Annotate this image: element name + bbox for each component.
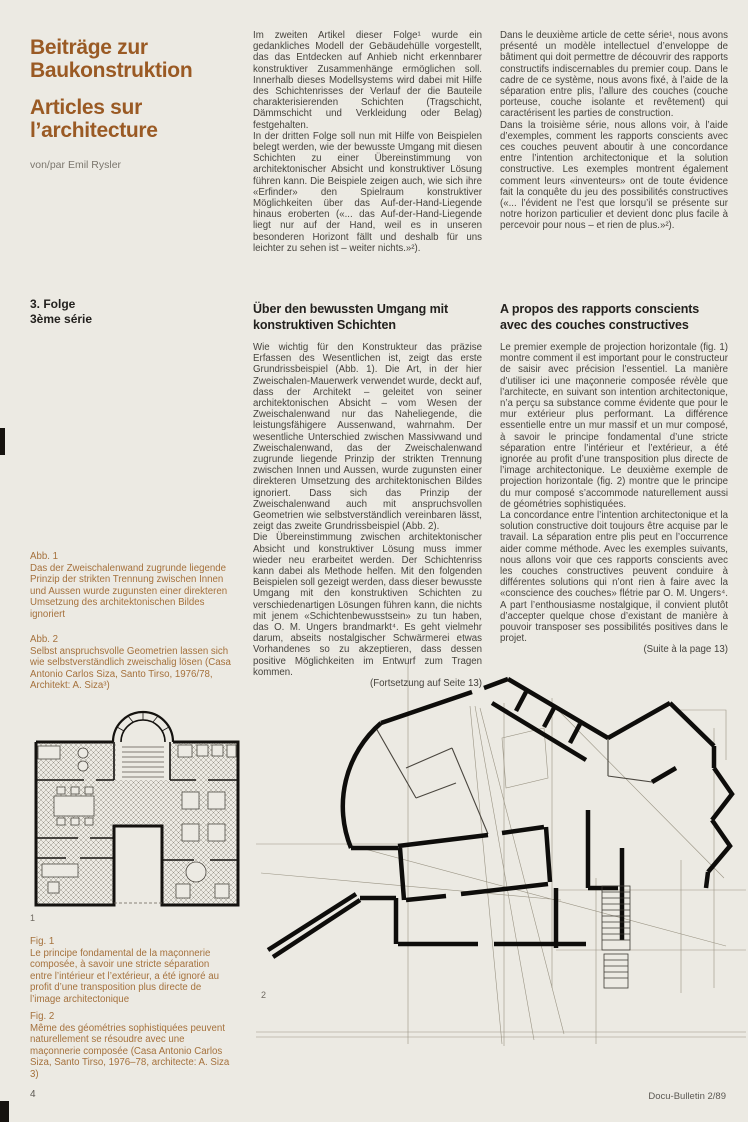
floor-plan-2 [256,648,746,1048]
figure-1-number: 1 [30,913,36,923]
german-column [253,30,482,690]
french-section-heading: A propos des rapports conscients avec des couches constructives [500,302,700,332]
french-continuation-note: (Suite à la page 13) [643,644,728,656]
caption-abb2-label: Abb. 2 [30,634,59,645]
masthead-title-french: Articles sur l’architecture [30,96,158,142]
series-label [30,297,92,326]
german-section [253,302,482,689]
caption-abb1-text: Das der Zweischalenwand zugrunde liegende Prinzip der strikten Trennung zwischen Innen und Aussen wurde zugunsten einer direkteren Umsetzung des architektonischen Bildes ignoriert [30,562,228,620]
german-intro-paragraph-1: Im zweiten Artikel dieser Folge¹ wurde ein gedankliches Modell der Gebäudehülle vorgestellt, das das Entdecken auf Anhieb nicht erkennbarer konstruktiver Zusammenhänge ermöglichen soll. Innerhalb dieses Modellsystems wird dabei mit Hilfe des Schichtenrisses der Verlauf der die Bauteile charakterisierenden Schichten (Tragschicht, Dämmschicht und Verkleidung oder Belag) festgehalten. [253,30,482,131]
french-body-paragraph-1: Le premier exemple de projection horizontale (fig. 1) montre comment il est important pour le constructeur de saisir avec précision l’essentiel. La manière d’utiliser ici une maçonnerie composée révèle que l’architecte, en suivant son intention architectonique, n’a perçu sa substance comme évidente que pour le mur extérieur plus performant. La différence essentielle entre un mur massif et un mur composé, à savoir le principe fondamental d’une stricte séparation entre l’intérieur et l’extérieur, a été ignorée au profit d’une transposition plus directe de l’image architectonique. Le deuxième exemple de projection horizontale (fig. 2) montre que le principe du mur composé s’accommode naturellement aussi de géométries sophistiquées. [500,342,728,510]
floor-plan-1-drawing [26,700,248,912]
print-mark-left [0,428,5,455]
caption-fig2-label: Fig. 2 [30,1011,55,1022]
series-french: 3ème série [30,311,93,326]
byline: von/par Emil Rysler [30,159,122,171]
masthead-title-german: Beiträge zur Baukonstruktion [30,36,193,82]
caption-abb1 [30,551,233,621]
caption-fig1-text: Le principe fondamental de la maçonnerie composée, à savoir une stricte séparation entre l’intérieur et l’extérieur, a été ignoré au profit d’une transposition plus directe de l’image architectonique [30,947,220,1005]
german-continuation-note: (Fortsetzung auf Seite 13) [369,678,482,690]
french-intro [500,30,728,232]
german-body-paragraph-2: Die Übereinstimmung zwischen architektonischer Absicht und konstruktiver Lösung muss immer wieder neu erarbeitet werden. Der Schichtenriss kann dabei als Methode helfen. Mit den folgenden Beispielen soll gezeigt werden, dass dieser bewusste Umgang mit den konstruktiven Schichten zu verschiedenartigen Lösungen führen kann, die nichts mit jenem «Schichtenbewusstsein» zu tun haben, das O. M. Ungers brandmarkt⁴. Es geht vielmehr darum, abseits nostalgischer Schwärmerei etwas Vorhandenes so zu akzeptieren, dass dessen positive Möglichkeiten im Entwurf zum Tragen kommen. [253,532,482,678]
caption-abb2-text: Selbst anspruchsvolle Geometrien lassen sich wie selbstverständlich zweischalig lösen (Casa Antonio Carlos Siza, Santo Tirso, 1976/78, Architekt: A. Siza³) [30,645,231,692]
caption-fig2-text: Même des géométries sophistiquées peuvent naturellement se résoudre avec une maçonnerie composée (Casa Antonio Carlos Siza, Santo Tirso, 1976–78, architecte: A. Siza 3) [30,1022,230,1080]
figure-2-number: 2 [261,990,267,1000]
series-german: 3. Folge [30,297,76,311]
french-body-paragraph-2: La concordance entre l’intention architectonique et la solution constructive doit toujours être acquise par le travail. La séparation entre plis peut en l’occurrence aider comme méthode. Avec les exemples suivants, nous allons voir que ces rapports conscients avec les couches constructives peuvent conduire à différentes solutions qui n’ont rien à faire avec la «conscience des couches» flétrie par O. M. Ungers⁴. A part l’enthousiasme nostalgique, il convient plutôt d’accepter quelque chose d’existant de manière à pouvoir transposer ses possibilités positives dans le projet. [500,510,728,645]
floor-plan-1 [26,700,248,912]
german-body-paragraph-1: Wie wichtig für den Konstrukteur das präzise Erfassen des Wesentlichen ist, zeigt das erste Grundrissbeispiel (Abb. 1). Die Art, in der hier Zweischalen-Mauerwerk verwendet wurde, deckt auf, dass der Architekt – geleitet von seiner architektonischen Absicht – vom Wesen der Zweischalenwand nur das Naheliegende, die leistungsfähigere Aussenwand, wahrnahm. Der wesentliche Unterschied zwischen Massivwand und Zweischalenwand, das der Zweischalenwand zugrunde liegende Prinzip der strikten Trennung zwischen Innen und Aussen, wurde zugunsten einer direkteren Umsetzung des architektonischen Bildes ignoriert. Dass sich das Prinzip der Zweischalenwand auch mit anspruchsvollen Geometrien wie selbstverständlich vereinbaren lässt, zeigt das zweite Grundrissbeispiel (Abb. 2). [253,342,482,533]
french-section [500,302,728,656]
caption-abb1-label: Abb. 1 [30,551,59,562]
journal-title: Docu-Bulletin 2/89 [648,1091,726,1102]
french-intro-paragraph-2: Dans la troisième série, nous allons voir, à l’aide d’exemples, comment les rapports conscients avec ces couches peuvent aboutir à une concordance entre l’intention architectonique et la solution constructive. Les exemples montrent également comment leurs «inventeurs» ont de toute évidence fait la conquête du jeu des possibilités constructives («... l’évident ne l’est que lorsqu’il se présente sur notre horizon particulier et devient donc plus facile à percevoir pour nous – et rien de plus.»²). [500,119,728,232]
french-column [500,30,728,680]
german-section-heading: Über den bewussten Umgang mit konstruktiven Schichten [253,302,449,332]
floor-plan-2-drawing [256,648,746,1048]
print-mark-corner [0,1101,9,1122]
german-intro-paragraph-2: In der dritten Folge soll nun mit Hilfe von Beispielen belegt werden, wie der bewusste Umgang mit diesen Schichten zu einer Übereinstimmung von architektonischer Absicht und konstruktiver Lösung führen kann. Die Beispiele zeigen auch, wie sich ihre «Erfinder» den Spielraum konstruktiver Möglichkeiten über das Auf-der-Hand-Liegende hinaus eroberten («... das Auf-der-Hand-Liegende liegt nur auf der Hand, weil es in unseren besonderen Horizont fällt und deshalb für uns leichter zu sehen ist – weiter nichts.»²). [253,130,482,254]
german-intro [253,30,482,254]
page-number: 4 [30,1089,36,1100]
caption-abb2 [30,634,233,692]
caption-fig1 [30,936,233,1006]
caption-fig1-label: Fig. 1 [30,936,55,947]
caption-fig2 [30,1011,233,1081]
french-intro-paragraph-1: Dans le deuxième article de cette série¹, nous avons présenté un modèle intellectuel d’enveloppe de bâtiment qui doit permettre de découvrir des rapports constructifs indiscernables du premier coup. Dans le cadre de ce système, nous avons fixé, à l’aide de la séparation entre plis, l’allure des couches (couche porteuse, couche isolante et revêtement) qui caractérisent les parties de construction. [500,30,728,120]
masthead [30,36,242,171]
